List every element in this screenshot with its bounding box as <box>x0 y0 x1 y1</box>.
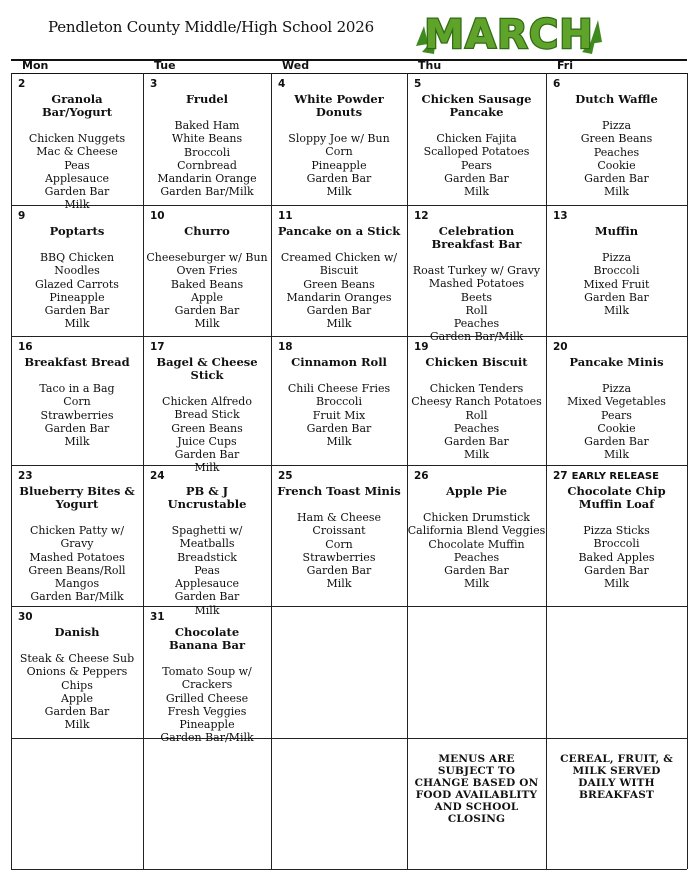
day-number <box>150 341 165 354</box>
menu-item: Juice Cups <box>177 434 237 448</box>
day-number-value: 4 <box>278 78 286 90</box>
menu-item: Pizza <box>601 382 632 395</box>
lunch-items <box>143 524 271 617</box>
day-cell <box>11 205 143 336</box>
menu-item: Milk <box>64 317 90 331</box>
lunch-items <box>143 119 271 199</box>
menu-item: Mashed Potatoes <box>428 277 525 291</box>
day-cell <box>143 205 271 336</box>
menu-item: California Blend Veggies <box>407 524 546 538</box>
day-number-value: 25 <box>278 470 293 482</box>
menu-item: Garden Bar <box>444 435 509 449</box>
menu-item: Chocolate Muffin <box>428 537 525 551</box>
menu-item: Beets <box>460 290 493 304</box>
menu-item: Garden Bar <box>306 171 372 185</box>
menu-item: Pears <box>461 158 492 172</box>
menu-item: Milk <box>64 718 90 732</box>
menu-item: Milk <box>194 317 220 331</box>
menu-item: BBQ Chicken <box>39 251 115 264</box>
menu-item: White Beans <box>171 132 243 146</box>
day-number <box>150 210 165 223</box>
day-number-value: 6 <box>553 78 561 90</box>
menu-item: Green Beans <box>171 421 243 435</box>
breakfast-entree: Churro <box>184 224 230 238</box>
menu-item: Apple <box>60 691 94 705</box>
day-cell <box>407 465 546 606</box>
menu-item: Baked Apples <box>578 550 655 564</box>
day-cell <box>11 606 143 738</box>
lunch-items <box>143 395 271 475</box>
menu-item: Scalloped Potatoes <box>423 145 530 159</box>
menu-item: Garden Bar <box>44 185 110 199</box>
menu-item: Broccoli <box>593 264 640 278</box>
march-logo-text: MARCH <box>424 12 594 58</box>
menu-item: Strawberries <box>40 408 114 422</box>
menu-item: Onions & Peppers <box>26 665 128 679</box>
day-cell <box>407 73 546 205</box>
menu-item: Garden Bar <box>306 421 372 435</box>
day-number <box>553 470 659 483</box>
day-cell <box>143 336 271 475</box>
day-number-value: 5 <box>414 78 422 90</box>
menu-item: Garden Bar <box>584 290 649 304</box>
day-number-value: 31 <box>150 611 165 623</box>
lunch-items <box>407 511 546 591</box>
menu-item: Glazed Carrots <box>35 277 119 291</box>
menu-item: Chicken Patty w/ <box>29 524 125 537</box>
menu-item: Chili Cheese Fries <box>287 382 391 395</box>
page-title: Pendleton County Middle/High School 2026 <box>48 18 374 36</box>
menu-item: Broccoli <box>593 537 640 551</box>
menu-item: Peaches <box>453 421 500 435</box>
menu-item: Green Beans <box>303 277 375 291</box>
menu-item: Mac & Cheese <box>36 145 118 159</box>
menu-item: Peaches <box>593 145 640 159</box>
breakfast-entree: Chicken Biscuit <box>425 355 528 369</box>
menu-item: Milk <box>326 185 352 199</box>
menu-item: Roast Turkey w/ Gravy <box>412 264 541 277</box>
day-number-value: 3 <box>150 78 158 90</box>
menu-item: Noodles <box>54 264 100 278</box>
day-cell <box>407 205 546 344</box>
breakfast-entree: Granola Bar/Yogurt <box>41 92 113 119</box>
breakfast-entree: Celebration Breakfast Bar <box>431 224 522 251</box>
day-cell <box>546 465 687 606</box>
day-cell <box>11 465 143 606</box>
menu-item: Garden Bar <box>444 171 509 185</box>
menu-item: Corn <box>325 145 353 159</box>
day-number-value: 26 <box>414 470 429 482</box>
menu-item: Garden Bar/Milk <box>160 731 254 745</box>
menu-item: Peas <box>64 158 90 172</box>
day-number-value: 2 <box>18 78 26 90</box>
menu-item: Sloppy Joe w/ Bun <box>288 132 390 145</box>
breakfast-entree: Pancake Minis <box>569 355 664 369</box>
day-cell <box>143 603 271 745</box>
lunch-items <box>11 132 143 212</box>
breakfast-entree: Dutch Waffle <box>575 92 658 106</box>
menu-item: Garden Bar <box>174 590 240 604</box>
menu-item: Corn <box>325 537 353 551</box>
menu-item: Chicken Fajita <box>436 132 517 145</box>
day-cell <box>407 336 546 465</box>
day-number-value: 13 <box>553 210 568 222</box>
day-number-value: 20 <box>553 341 568 353</box>
grid-line <box>11 738 687 739</box>
day-number-value: 9 <box>18 210 26 222</box>
lunch-items <box>143 665 271 745</box>
day-number <box>414 78 421 91</box>
menu-item: Milk <box>326 577 352 591</box>
breakfast-notice: CEREAL, FRUIT, & MILK SERVED DAILY WITH BREAKFAST <box>560 753 673 801</box>
day-number-value: 18 <box>278 341 293 353</box>
day-header-mon: Mon <box>22 59 49 72</box>
menu-item: Oven Fries <box>176 264 238 278</box>
menu-item: Mandarin Oranges <box>286 290 392 304</box>
menu-item: Peaches <box>453 317 500 331</box>
menu-item: Cornbread <box>177 158 237 172</box>
menu-item: Steak & Cheese Sub <box>19 652 135 665</box>
breakfast-entree: Cinnamon Roll <box>291 355 387 369</box>
menu-item: Chips <box>61 678 93 692</box>
menu-item: Garden Bar <box>44 705 110 719</box>
day-number <box>414 210 429 223</box>
day-cell <box>11 336 143 465</box>
breakfast-entree: Chocolate Banana Bar <box>168 625 246 652</box>
grid-line <box>11 869 687 870</box>
day-number <box>150 78 157 91</box>
day-number <box>18 78 25 91</box>
menu-item: Roll <box>465 408 488 422</box>
menu-item: Meatballs <box>179 537 235 551</box>
menu-item: Peaches <box>453 550 500 564</box>
menu-item: Chicken Nuggets <box>28 132 126 145</box>
breakfast-entree: Muffin <box>594 224 639 238</box>
menu-item: Milk <box>604 304 629 318</box>
lunch-items <box>11 652 143 732</box>
menu-item: Apple <box>190 290 224 304</box>
menu-change-notice: MENUS ARE SUBJECT TO CHANGE BASED ON FOOD AVAILABLITY AND SCHOOL CLOSING <box>414 753 539 825</box>
breakfast-entree: French Toast Minis <box>277 484 401 498</box>
menu-item: Bread Stick <box>174 408 240 422</box>
day-number <box>553 78 560 91</box>
menu-item: Pizza Sticks <box>583 524 650 537</box>
menu-item: Broccoli <box>316 395 362 409</box>
day-number <box>18 470 33 483</box>
menu-item: Green Beans <box>580 132 653 146</box>
day-number-value: 24 <box>150 470 165 482</box>
breakfast-entree: White Powder Donuts <box>294 92 384 119</box>
day-number <box>414 470 429 483</box>
day-header-tue: Tue <box>154 59 176 72</box>
menu-item: Garden Bar <box>174 448 240 462</box>
day-number <box>278 78 285 91</box>
menu-item: Peas <box>194 563 220 577</box>
menu-item: Garden Bar <box>44 304 110 318</box>
day-number <box>150 611 165 624</box>
lunch-items <box>11 251 143 331</box>
menu-item: Garden Bar <box>584 435 649 449</box>
day-cell <box>271 205 407 336</box>
menu-item: Milk <box>464 185 489 199</box>
breakfast-entree: Apple Pie <box>445 484 508 498</box>
breakfast-entree: PB & J Uncrustable <box>167 484 247 511</box>
menu-item: Garden Bar <box>306 304 372 318</box>
lunch-items <box>271 382 407 448</box>
day-number <box>18 611 33 624</box>
day-number <box>278 210 293 223</box>
menu-item: Garden Bar <box>584 563 649 577</box>
menu-item: Broccoli <box>184 145 230 159</box>
menu-item: Fruit Mix <box>312 408 366 422</box>
menu-item: Chicken Alfredo <box>162 395 252 408</box>
menu-item: Cookie <box>597 421 636 435</box>
menu-item: Ham & Cheese <box>296 511 382 524</box>
menu-item: Mashed Potatoes <box>29 550 125 564</box>
menu-item: Pineapple <box>179 718 235 732</box>
day-cell <box>271 465 407 606</box>
menu-item: Milk <box>464 577 489 591</box>
menu-item: Garden Bar <box>306 564 372 578</box>
menu-item: Mixed Vegetables <box>567 395 666 409</box>
lunch-items <box>271 251 407 331</box>
day-number <box>553 210 568 223</box>
menu-item: Milk <box>604 448 629 462</box>
day-number-value: 27 <box>553 470 568 482</box>
menu-item: Spaghetti w/ <box>171 524 243 537</box>
menu-item: Crackers <box>181 678 233 692</box>
day-cell <box>11 73 143 212</box>
menu-item: Biscuit <box>319 264 359 278</box>
menu-item: Milk <box>64 435 90 449</box>
menu-item: Fresh Veggies <box>167 704 247 718</box>
breakfast-entree: Blueberry Bites & Yogurt <box>19 484 135 511</box>
menu-item: Chicken Drumstick <box>423 511 530 524</box>
day-number <box>18 210 25 223</box>
breakfast-entree: Pancake on a Stick <box>277 224 401 238</box>
day-number-value: 10 <box>150 210 165 222</box>
lunch-items <box>271 132 407 198</box>
menu-item: Mandarin Orange <box>157 172 257 186</box>
lunch-items <box>546 119 687 199</box>
lunch-items <box>407 382 546 462</box>
day-number <box>150 470 165 483</box>
day-header-thu: Thu <box>418 59 442 72</box>
grid-line <box>687 73 688 869</box>
breakfast-entree: Poptarts <box>49 224 105 238</box>
day-number-value: 23 <box>18 470 33 482</box>
menu-item: Milk <box>64 198 90 212</box>
menu-item: Taco in a Bag <box>39 382 115 395</box>
lunch-items <box>143 251 271 331</box>
menu-item: Garden Bar <box>444 564 509 578</box>
menu-item: Strawberries <box>302 550 376 564</box>
menu-item: Croissant <box>312 524 366 538</box>
day-cell <box>546 205 687 336</box>
menu-item: Gravy <box>60 537 94 551</box>
day-number <box>18 341 33 354</box>
day-number <box>414 341 429 354</box>
menu-item: Tomato Soup w/ <box>162 665 252 678</box>
day-header-wed: Wed <box>282 59 310 72</box>
menu-item: Garden Bar <box>174 304 240 318</box>
day-number-value: 30 <box>18 611 33 623</box>
breakfast-entree: Frudel <box>185 92 229 106</box>
menu-item: Roll <box>465 303 488 317</box>
menu-item: Garden Bar <box>584 172 649 186</box>
day-cell <box>546 336 687 465</box>
menu-item: Cookie <box>597 158 636 172</box>
menu-item: Creamed Chicken w/ <box>280 251 398 264</box>
menu-item: Milk <box>604 185 629 199</box>
breakfast-entree: Danish <box>54 625 100 639</box>
lunch-items <box>546 382 687 462</box>
menu-item: Mixed Fruit <box>583 277 650 291</box>
day-cell <box>271 336 407 465</box>
menu-item: Milk <box>326 317 352 331</box>
menu-item: Pizza <box>601 119 632 132</box>
menu-item: Corn <box>63 395 91 409</box>
breakfast-entree: Chocolate Chip Muffin Loaf <box>567 484 666 511</box>
day-number-value: 19 <box>414 341 429 353</box>
day-header-fri: Fri <box>557 59 574 72</box>
menu-item: Milk <box>194 461 220 475</box>
menu-item: Cheesy Ranch Potatoes <box>411 395 542 409</box>
lunch-items <box>546 251 687 317</box>
grid-line <box>11 59 687 61</box>
menu-item: Pizza <box>601 251 632 264</box>
calendar-grid <box>11 59 687 869</box>
day-cell <box>546 73 687 205</box>
day-number-value: 12 <box>414 210 429 222</box>
day-cell <box>143 73 271 205</box>
lunch-items <box>271 511 407 591</box>
breakfast-entree: Breakfast Bread <box>24 355 130 369</box>
lunch-items <box>11 382 143 448</box>
menu-item: Grilled Cheese <box>165 691 249 705</box>
day-number <box>278 341 293 354</box>
menu-item: Chicken Tenders <box>429 382 524 395</box>
day-number-value: 11 <box>278 210 293 222</box>
day-number <box>278 470 293 483</box>
menu-item: Green Beans/Roll <box>28 563 126 577</box>
early-release-badge: EARLY RELEASE <box>571 471 659 482</box>
menu-item: Applesauce <box>44 171 109 185</box>
menu-item: Pineapple <box>49 290 105 304</box>
menu-item: Garden Bar/Milk <box>160 185 254 199</box>
menu-item: Pears <box>601 408 632 422</box>
menu-item: Milk <box>604 577 629 591</box>
menu-item: Milk <box>326 435 352 449</box>
breakfast-entree: Chicken Sausage Pancake <box>421 92 532 119</box>
menu-item: Cheeseburger w/ Bun <box>146 251 268 264</box>
lunch-items <box>11 524 143 604</box>
lunch-items <box>407 132 546 198</box>
lunch-items <box>546 524 687 590</box>
day-number-value: 16 <box>18 341 33 353</box>
lunch-items <box>407 264 546 344</box>
menu-item: Garden Bar <box>44 421 110 435</box>
menu-item: Baked Ham <box>174 119 240 132</box>
menu-item: Mangos <box>54 577 100 591</box>
breakfast-entree: Bagel & Cheese Stick <box>156 355 258 382</box>
march-logo <box>414 6 604 58</box>
menu-item: Milk <box>194 603 220 617</box>
menu-item: Garden Bar/Milk <box>30 590 124 604</box>
day-number <box>553 341 568 354</box>
menu-item: Pineapple <box>311 158 367 172</box>
menu-item: Breadstick <box>177 550 237 564</box>
day-number-value: 17 <box>150 341 165 353</box>
day-cell <box>271 73 407 205</box>
menu-item: Applesauce <box>174 577 239 591</box>
menu-item: Garden Bar/Milk <box>429 330 524 344</box>
menu-item: Baked Beans <box>170 277 244 291</box>
menu-item: Milk <box>464 448 489 462</box>
